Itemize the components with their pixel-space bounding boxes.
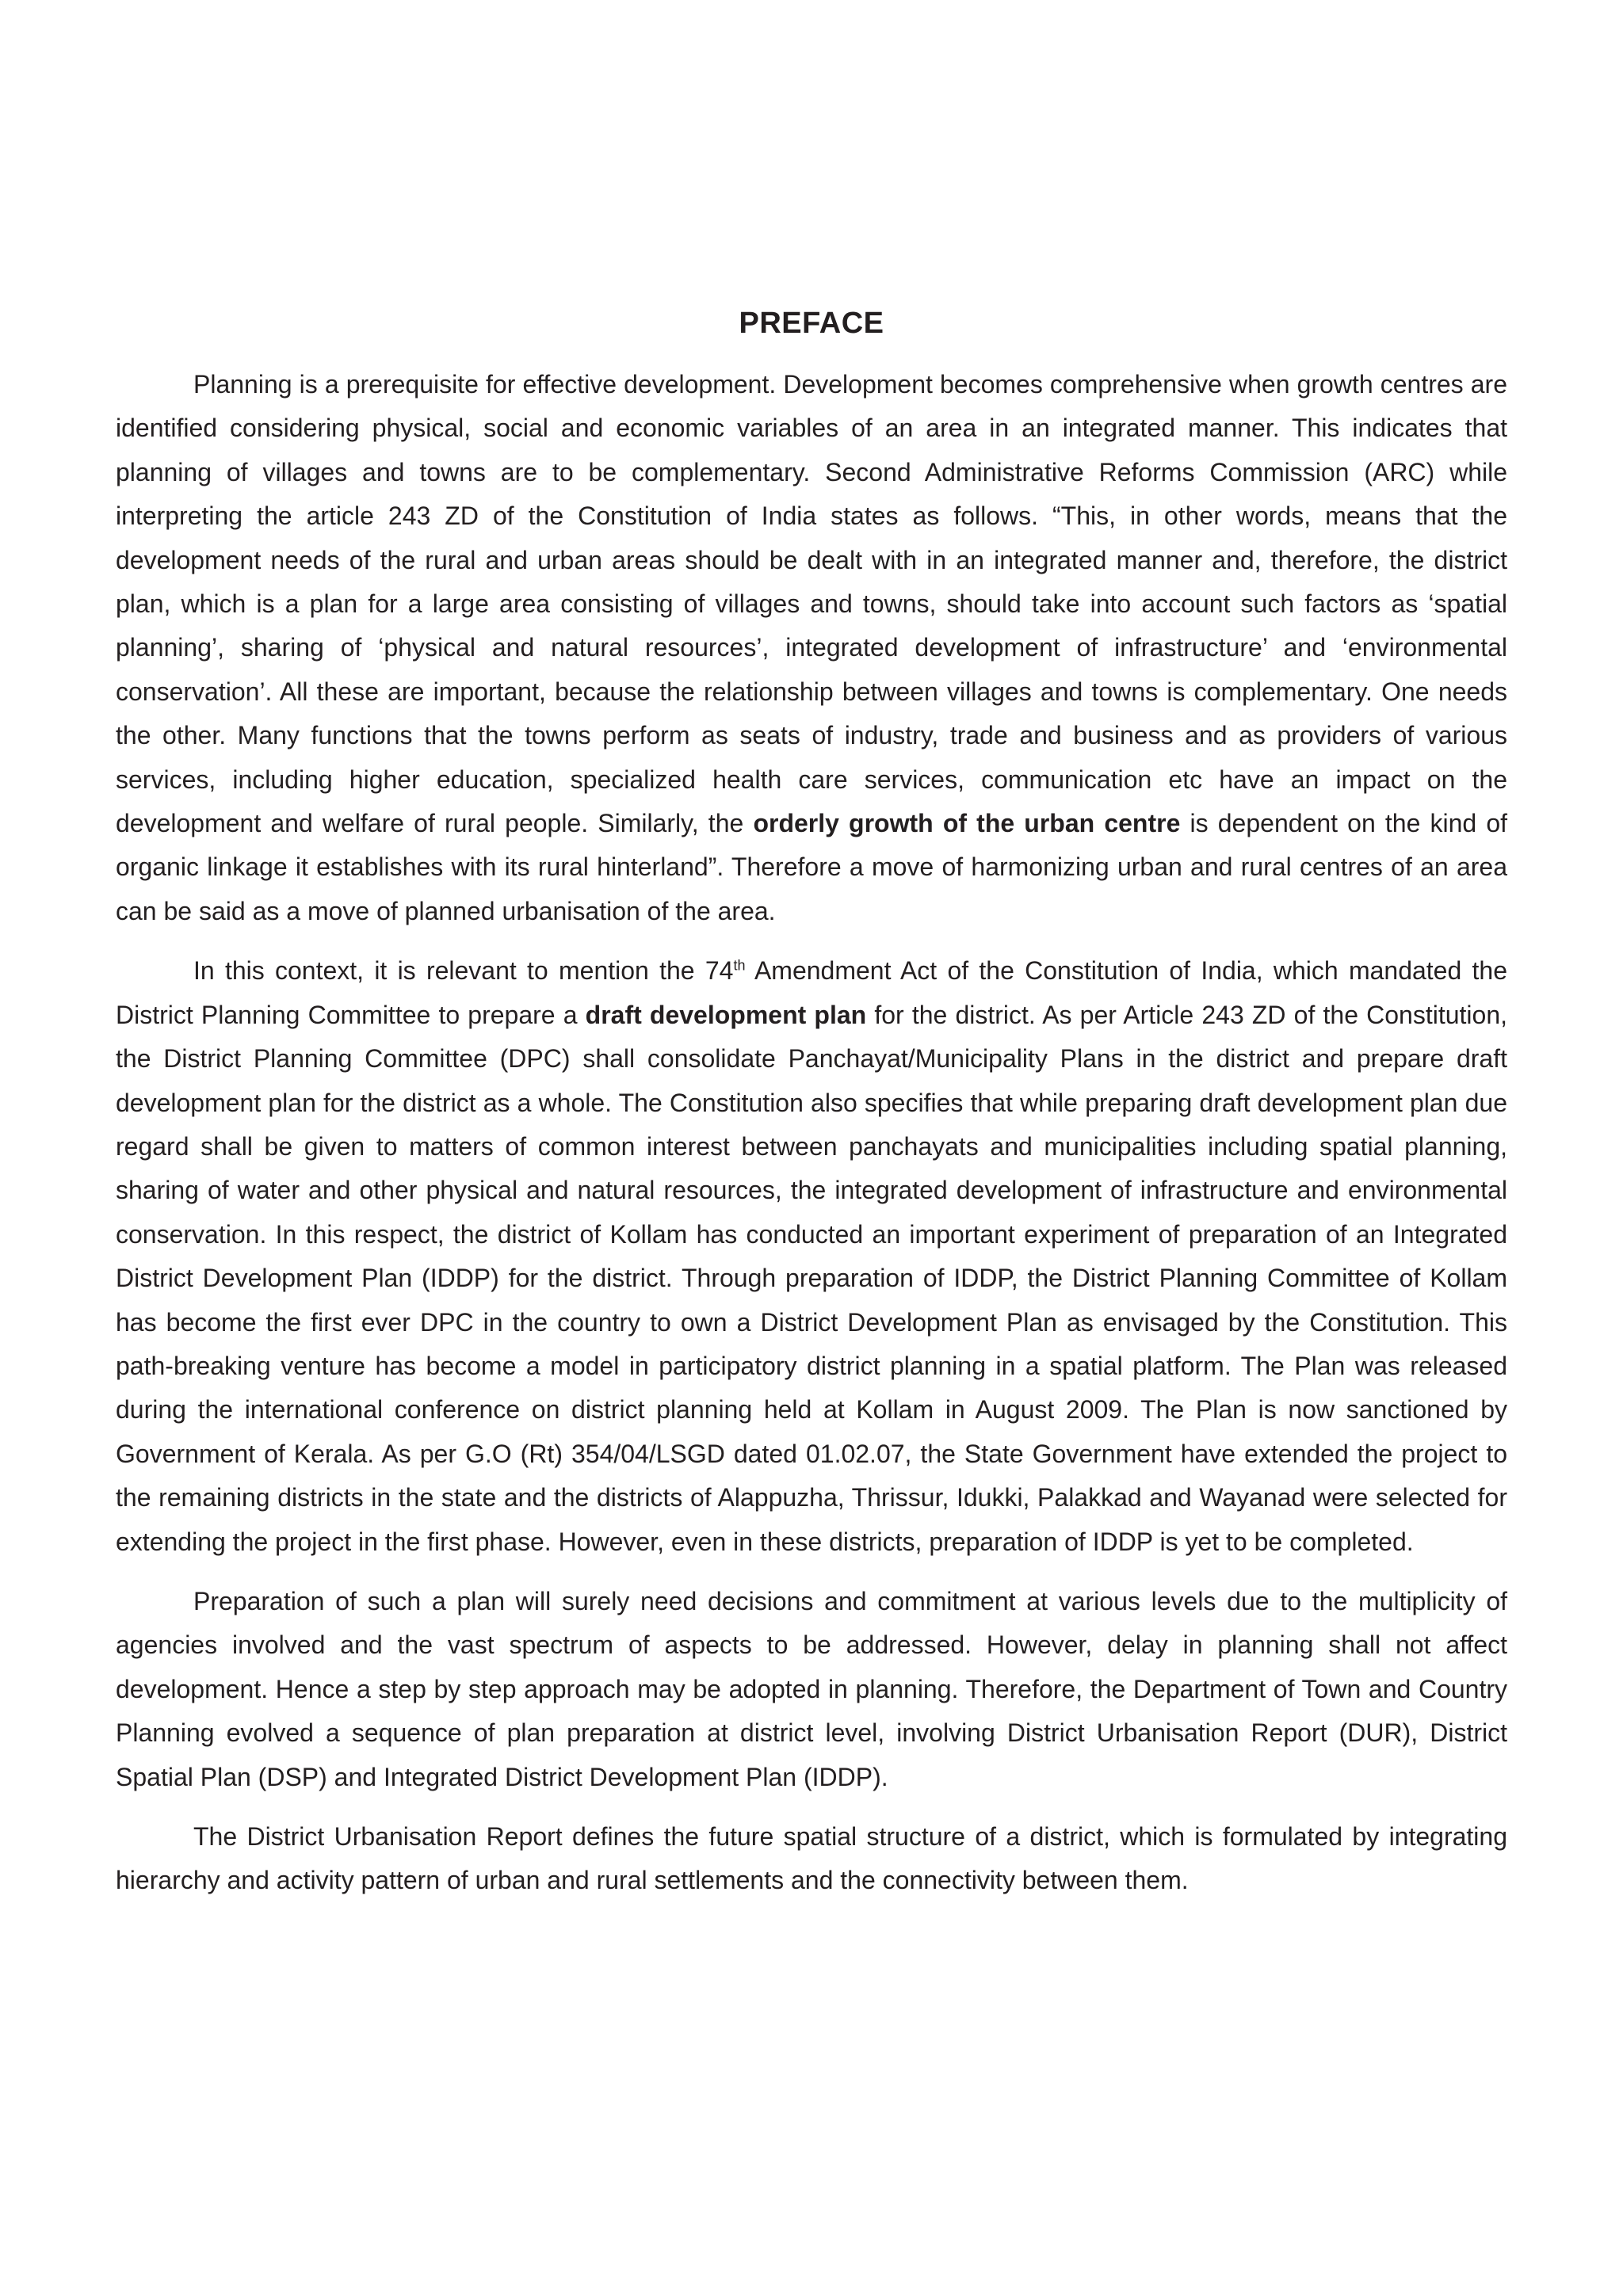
paragraph-1-bold: orderly growth of the urban centre — [753, 809, 1181, 838]
paragraph-1-text-a: Planning is a prerequisite for effective development. Development becomes comprehensive when growth centres are identified considering physical, social and economic variables of an area in an integrated manner. This indicates that planning of villages and towns are to be complementary. Second Administrative Reforms Commission (ARC) while interpreting the article 243 ZD of the Constitution of India states as follows. “This, in other words, means that the development needs of the rural and urban areas should be dealt with in an integrated manner and, therefore, the district plan, which is a plan for a large area consisting of villages and towns, should take into account such factors as ‘spatial planning’, sharing of ‘physical and natural resources’, integrated development of infrastructure’ and ‘environmental conservation’. All these are important, because the relationship between villages and towns is complementary. One needs the other. Many functions that the towns perform as seats of industry, trade and business and as providers of various services, including higher education, specialized health care services, communication etc have an impact on the development and welfare of rural people. Similarly, the — [116, 370, 1507, 838]
paragraph-2-superscript: th — [733, 957, 746, 974]
paragraph-2-text-c: for the district. As per Article 243 ZD of the Constitution, the District Planning Committee (DPC) shall consolidate Panchayat/Municipality Plans in the district and prepare draft development plan for the district as a whole. The Constitution also specifies that while preparing draft development plan due regard shall be given to matters of common interest between panchayats and municipalities including spatial planning, sharing of water and other physical and natural resources, the integrated development of infrastructure and environmental conservation. In this respect, the district of Kollam has conducted an important experiment of preparation of an Integrated District Development Plan (IDDP) for the district. Through preparation of IDDP, the District Planning Committee of Kollam has become the first ever DPC in the country to own a District Development Plan as envisaged by the Constitution. This path-breaking venture has become a model in participatory district planning in a spatial platform. The Plan was released during the international conference on district planning held at Kollam in August 2009. The Plan is now sanctioned by Government of Kerala. As per G.O (Rt) 354/04/LSGD dated 01.02.07, the State Government have extended the project to the remaining districts in the state and the districts of Alappuzha, Thrissur, Idukki, Palakkad and Wayanad were selected for extending the project in the first phase. However, even in these districts, preparation of IDDP is yet to be completed. — [116, 1000, 1508, 1556]
paragraph-2-text-b: Amendment Act of the Constitution of India, which mandated the District Planning Committee to prepare a — [116, 956, 1508, 1029]
page-title: PREFACE — [739, 307, 884, 340]
document-page — [116, 301, 1507, 1919]
paragraph-2-bold: draft development plan — [585, 1000, 867, 1029]
paragraph-4: The District Urbanisation Report defines the future spatial structure of a district, which is formulated by integrating hierarchy and activity pattern of urban and rural settlements and the connectivity between them. — [116, 1822, 1507, 1895]
paragraph-2 — [116, 949, 1507, 1564]
paragraph-2-text-a: In this context, it is relevant to mention the 74 — [193, 956, 734, 986]
paragraph-1 — [116, 363, 1507, 933]
paragraph-1-text-b: is dependent on the kind of organic linkage it establishes with its rural hinterland”. Therefore a move of harmonizing urban and rural centres of an area can be said as a move of planned urbanisation of the area. — [116, 809, 1508, 925]
paragraph-3: Preparation of such a plan will surely need decisions and commitment at various levels due to the multiplicity of agencies involved and the vast spectrum of aspects to be addressed. However, delay in planning shall not affect development. Hence a step by step approach may be adopted in planning. Therefore, the Department of Town and Country Planning evolved a sequence of plan preparation at district level, involving District Urbanisation Report (DUR), District Spatial Plan (DSP) and Integrated District Development Plan (IDDP). — [116, 1586, 1507, 1791]
